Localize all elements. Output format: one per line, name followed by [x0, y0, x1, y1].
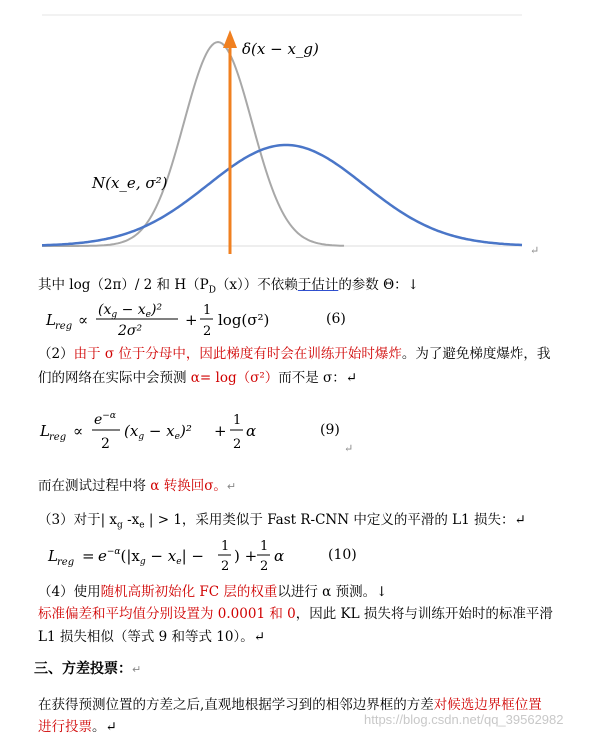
- line-6-red: 随机高斯初始化 FC 层的权重: [100, 584, 278, 600]
- svg-text:1: 1: [260, 539, 269, 554]
- svg-text:=: =: [82, 547, 95, 565]
- delta-label: δ(x − x_g): [242, 40, 319, 58]
- line-4-red: α 转换回σ。: [150, 478, 227, 494]
- line-1-text-c: 的参数 Θ：↓: [338, 277, 419, 293]
- normal-label: N(x_e, σ²): [92, 174, 168, 192]
- equation-9-return-mark: ↵: [344, 442, 354, 455]
- svg-text:1: 1: [233, 413, 242, 428]
- line-1-text-b: （x））不依赖: [215, 277, 298, 293]
- line-6: [38, 583, 387, 601]
- svg-text:reg: reg: [55, 321, 73, 332]
- line-10: [38, 718, 117, 736]
- svg-text:L: L: [48, 547, 58, 565]
- line-9-text-a: 在获得预测位置的方差之后,直观地根据学习到的相邻边界框的方差: [38, 697, 434, 713]
- line-10-text-b: 。↵: [92, 719, 117, 735]
- line-7: [38, 605, 553, 623]
- line-2-text-b: 。为了避免梯度爆炸，我: [401, 346, 551, 362]
- line-4-return-mark: ↵: [226, 480, 237, 493]
- line-1-sub: D: [208, 285, 216, 296]
- svg-text:L: L: [46, 311, 56, 329]
- svg-text:+: +: [214, 422, 227, 440]
- distribution-figure: [0, 0, 600, 262]
- line-5-text-mid: -x: [122, 512, 140, 528]
- svg-text:∝: ∝: [73, 422, 84, 440]
- line-6-text-a: （4）使用: [38, 584, 101, 600]
- svg-text:2: 2: [260, 559, 269, 574]
- line-1-text-a: 其中 log（2π）/ 2 和 H（P: [38, 277, 209, 293]
- line-5-text-a: （3）对于| x: [38, 512, 118, 528]
- line-5-sub-g: g: [117, 520, 123, 531]
- line-2: [38, 345, 550, 363]
- line-9-red: 对候选边界框位置: [433, 697, 542, 713]
- svg-text:2σ²: 2σ²: [118, 323, 143, 339]
- line-1: [38, 276, 419, 300]
- line-4: [38, 477, 236, 496]
- line-4-text-a: 而在测试过程中将: [38, 478, 151, 494]
- heading-return-mark: ↵: [132, 663, 142, 676]
- equation-6-number: (6): [326, 311, 346, 327]
- svg-text:(xg − xe)²: $(x_g - x_e)^2$: [98, 302, 163, 320]
- equation-10: [38, 535, 418, 579]
- line-7-red: 标准偏差和平均值分别设置为 0.0001 和 0: [38, 606, 296, 622]
- line-1-underlined: 于估计: [297, 277, 339, 293]
- line-2-red: 由于 σ 位于分母中，因此梯度有时会在训练开始时爆炸: [73, 346, 402, 362]
- svg-text:1: 1: [203, 303, 212, 318]
- line-7-text-b: ，因此 KL 损失将与训练开始时的标准平滑: [295, 606, 553, 622]
- svg-text:1: 1: [221, 539, 230, 554]
- svg-text:L: L: [40, 422, 50, 440]
- line-5: [38, 511, 526, 535]
- line-6-text-b: 以进行 α 预测。↓: [277, 584, 388, 600]
- svg-text:2: 2: [203, 324, 212, 339]
- svg-text:2: 2: [101, 436, 110, 452]
- svg-text:2: 2: [221, 559, 230, 574]
- equation-6: [38, 298, 418, 342]
- line-10-red: 进行投票: [38, 719, 92, 735]
- line-5-sub-e: e: [139, 520, 145, 531]
- svg-text:e−α: $e^{-\alpha}$: [94, 411, 116, 428]
- section-heading-text: 三、方差投票：: [34, 661, 132, 677]
- delta-arrow-head: [223, 30, 237, 48]
- svg-text:e−α(|xg − xe| −: $e^{-\alpha}(|x_g - x_e|$ −: [98, 547, 204, 567]
- watermark: https://blog.csdn.net/qq_39562982: [364, 712, 564, 727]
- return-mark: ↵: [530, 244, 540, 257]
- line-8-text: L1 损失相似（等式 9 和等式 10）。↵: [38, 629, 266, 645]
- svg-text:reg: reg: [57, 557, 75, 568]
- line-8: [38, 628, 265, 646]
- equation-9: [38, 406, 418, 458]
- svg-text:log(σ²): log(σ²): [218, 311, 270, 329]
- line-3-red: α= log（σ²）: [190, 370, 279, 386]
- line-2-text-a: （2）: [38, 346, 74, 362]
- svg-text:∝: ∝: [78, 311, 89, 329]
- equation-9-number: (9): [320, 422, 340, 438]
- line-3-text-a: 们的网络在实际中会预测: [38, 370, 191, 386]
- svg-text:reg: reg: [49, 432, 67, 443]
- section-heading: [34, 660, 141, 679]
- narrow-gaussian-curve: [42, 42, 344, 246]
- wide-gaussian-curve: [42, 145, 522, 245]
- svg-text:+: +: [185, 311, 198, 329]
- svg-text:2: 2: [233, 437, 242, 452]
- svg-text:α: α: [246, 422, 257, 440]
- svg-text:(xg − xe)²: $(x_g - x_e)^2$: [124, 422, 192, 442]
- line-5-text-end: | > 1，采用类似于 Fast R-CNN 中定义的平滑的 L1 损失：↵: [144, 512, 526, 528]
- line-3: [38, 369, 357, 387]
- svg-text:) +: ) +: [234, 547, 258, 565]
- svg-text:α: α: [274, 547, 285, 565]
- line-3-text-b: 而不是 σ：↵: [278, 370, 358, 386]
- equation-10-number: (10): [328, 547, 357, 563]
